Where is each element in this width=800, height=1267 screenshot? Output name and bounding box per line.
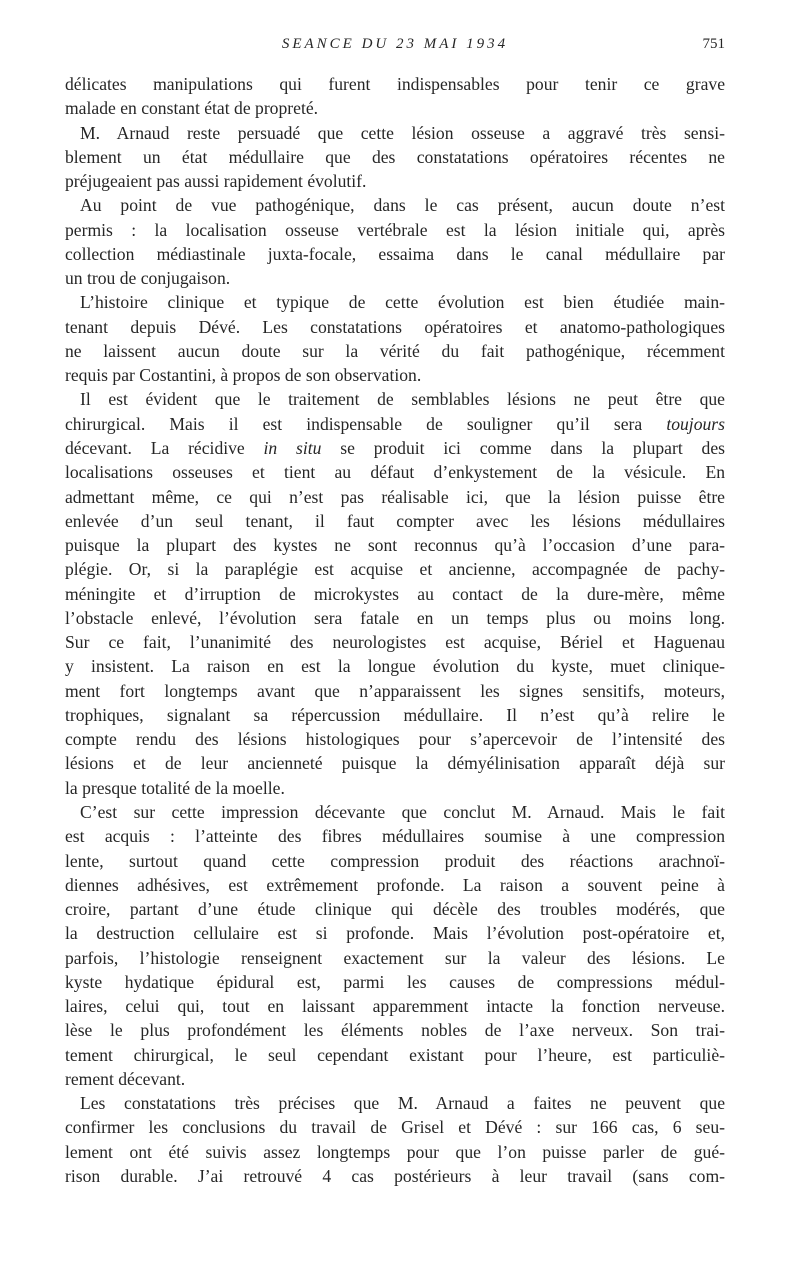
text-line: l’obstacle enlevé, l’évolution sera fatale en un temps plus ou moins long. xyxy=(65,607,725,628)
text-line: y insistent. La raison en est la longue évolution du kyste, muet clinique- xyxy=(65,656,725,677)
text-line: lésions et de leur ancienneté puisque la démyélinisation apparaît déjà sur xyxy=(65,753,725,774)
text-line: requis par Costantini, à propos de son observation. xyxy=(65,365,422,386)
text-line: ment fort longtemps avant que n’apparaissent les signes sensitifs, moteurs, xyxy=(65,680,725,701)
text-line: enlevée d’un seul tenant, il faut compter avec les lésions médullaires xyxy=(65,510,725,531)
text-line: lement ont été suivis assez longtemps pour que l’on puisse parler de gué- xyxy=(65,1141,725,1162)
text-line: rement décevant. xyxy=(65,1068,186,1089)
text-line: Les constatations très précises que M. Arnaud a faites ne peuvent que xyxy=(80,1093,725,1114)
text-line: admettant même, ce qui n’est pas réalisable ici, que la lésion puisse être xyxy=(65,486,725,507)
text-line: localisations osseuses et tient au défaut d’enkystement de la vésicule. En xyxy=(65,462,725,483)
text-line: plégie. Or, si la paraplégie est acquise et ancienne, accompagnée de pachy- xyxy=(65,559,725,580)
text-line: la destruction cellulaire est si profonde. Mais l’évolution post-opératoire et, xyxy=(65,923,725,944)
text-line: préjugeaient pas aussi rapidement évolutif. xyxy=(65,171,367,192)
text-line: compte rendu des lésions histologiques pour s’apercevoir de l’intensité des xyxy=(65,729,725,750)
text-line: Sur ce fait, l’unanimité des neurologistes est acquise, Bériel et Haguenau xyxy=(65,632,725,653)
text-line: parfois, l’histologie renseignent exactement sur la valeur des lésions. Le xyxy=(65,947,725,968)
text-line: ne laissent aucun doute sur la vérité du fait pathogénique, récemment xyxy=(65,340,725,361)
text-line: puisque la plupart des kystes ne sont reconnus qu’à l’occasion d’une para- xyxy=(65,535,725,556)
text-line: Il est évident que le traitement de semblables lésions ne peut être que xyxy=(80,389,725,410)
text-line: permis : la localisation osseuse vertébrale est la lésion initiale qui, après xyxy=(65,219,725,240)
text-line: malade en constant état de propreté. xyxy=(65,98,319,119)
text-line: C’est sur cette impression décevante que conclut M. Arnaud. Mais le fait xyxy=(80,801,725,822)
text-line: lèse le plus profondément les éléments nobles de l’axe nerveux. Son trai- xyxy=(65,1020,725,1041)
text-line: un trou de conjugaison. xyxy=(65,268,231,289)
text-line: blement un état médullaire que des constatations opératoires récentes ne xyxy=(65,146,725,167)
text-line: tenant depuis Dévé. Les constatations opératoires et anatomo-pathologiques xyxy=(65,316,725,337)
text-line: Au point de vue pathogénique, dans le cas présent, aucun doute n’est xyxy=(80,195,725,216)
text-line: laires, celui qui, tout en laissant apparemment intacte la fonction nerveuse. xyxy=(65,996,725,1017)
text-line: croire, partant d’une étude clinique qui décèle des troubles modérés, que xyxy=(65,899,725,920)
text-line: M. Arnaud reste persuadé que cette lésion osseuse a aggravé très sensi- xyxy=(80,122,725,143)
text-line: décevant. La récidive in situ se produit ici comme dans la plupart des xyxy=(65,437,725,458)
text-line: collection médiastinale juxta-focale, essaima dans le canal médullaire par xyxy=(65,243,725,264)
text-line: délicates manipulations qui furent indispensables pour tenir ce grave xyxy=(65,74,725,94)
text-line: chirurgical. Mais il est indispensable de souligner qu’il sera toujours xyxy=(65,413,725,434)
running-title: SEANCE DU 23 MAI 1934 xyxy=(281,36,509,52)
page xyxy=(65,0,725,1186)
running-header xyxy=(65,0,725,60)
text-line: tement chirurgical, le seul cependant existant pour l’heure, est particuliè- xyxy=(65,1044,725,1065)
text-line: lente, surtout quand cette compression produit des réactions arachnoï- xyxy=(65,850,725,871)
text-line: la presque totalité de la moelle. xyxy=(65,777,285,798)
text-line: kyste hydatique épidural est, parmi les causes de compressions médul- xyxy=(65,971,725,992)
body-text xyxy=(65,72,725,1188)
text-line: L’histoire clinique et typique de cette évolution est bien étudiée main- xyxy=(80,292,725,313)
page-number: 751 xyxy=(702,36,725,52)
text-line: méningite et d’irruption de microkystes au contact de la dure-mère, même xyxy=(65,583,725,604)
text-line: rison durable. J’ai retrouvé 4 cas postérieurs à leur travail (sans com- xyxy=(65,1165,725,1186)
text-line: diennes adhésives, est extrêmement profonde. La raison a souvent peine à xyxy=(65,874,725,895)
text-line: est acquis : l’atteinte des fibres médullaires soumise à une compression xyxy=(65,826,725,847)
text-line: trophiques, signalant sa répercussion médullaire. Il n’est qu’à relire le xyxy=(65,704,725,725)
text-line: confirmer les conclusions du travail de Grisel et Dévé : sur 166 cas, 6 seu- xyxy=(65,1117,725,1138)
